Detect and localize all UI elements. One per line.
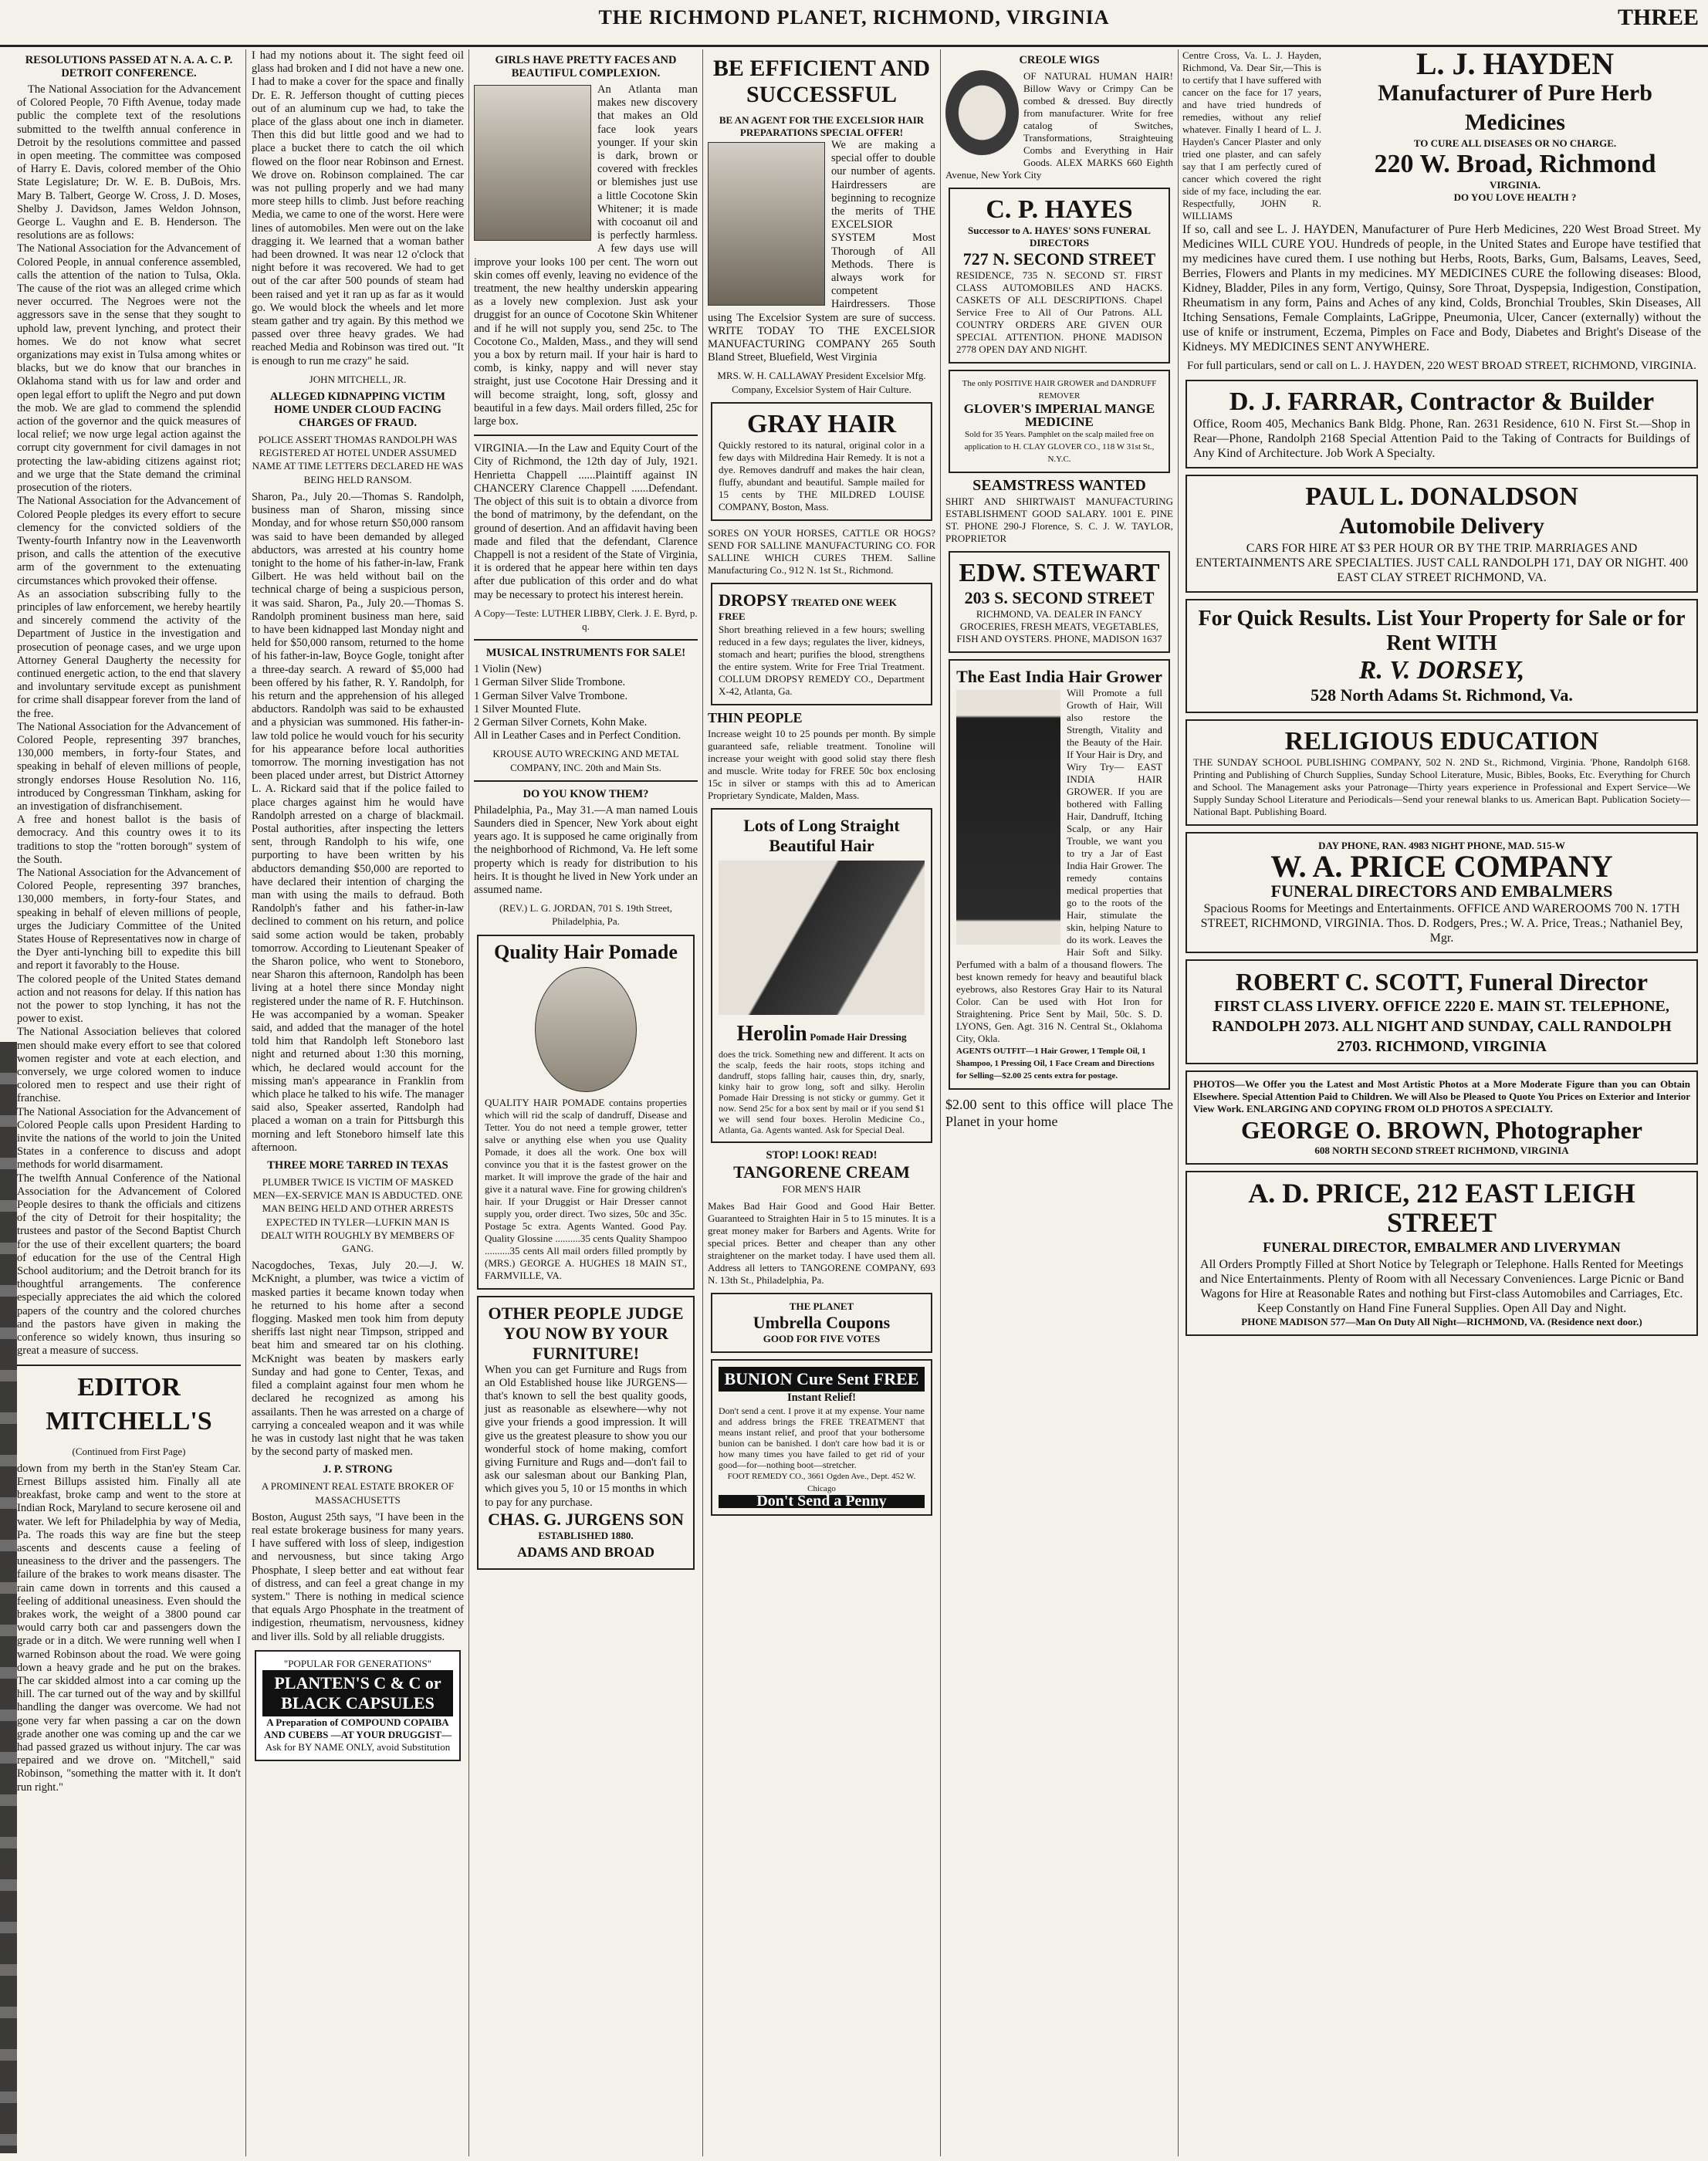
subhead-tarred: PLUMBER TWICE IS VICTIM OF MASKED MEN—EX-SERVICE MAN IS ABDUCTED. ONE MAN BEING HELD AND OTHER ARRESTS EXPECTED IN TYLER—LUFKIN MAN IS DEALT WITH ROUGHLY BY MEMBERS OF GANG. xyxy=(252,1176,463,1255)
strong-body: Boston, August 25th says, "I have been in the real estate brokerage business for many years. I have suffered with loss of sleep, indigestion and nervousness, but since taking Argo Phosphate, I sleep better and eat without fear of distress, and can feel a great change in my system." There is nothing in medical science that equals Argo Phosphate in the treatment of indigestion, rheumatism, nervousness, kidney and liver ills. Sold by all reliable druggists. xyxy=(252,1510,464,1643)
stewart-name: EDW. STEWART xyxy=(959,559,1160,588)
tangorene-body: Makes Bad Hair Good and Good Hair Better. Guaranteed to Straighten Hair in 5 to 15 minutes. It is a great money maker for Barbers and Agents. Write for special prices. Better and cheaper than any other straightener on the market today. I have used them all. Address all letters to TANGORENE COMPANY, 693 N. 13th St., Philadelphia, Pa. xyxy=(708,1200,935,1287)
farrar-body: Office, Room 405, Mechanics Bank Bldg. Phone, Ran. 2631 Residence, 610 N. First St.—Shop in Rear—Phone, Randolph 2168 Special Attention Paid to the Taking of Contracts for Buildings of Any Kind of Architecture. Job Work A Specialty. xyxy=(1193,418,1690,460)
ad-price-name: A. D. PRICE, 212 EAST LEIGH STREET xyxy=(1248,1178,1635,1238)
creole-title: CREOLE WIGS xyxy=(1019,54,1100,66)
herolin-headline: Lots of Long Straight Beautiful Hair xyxy=(743,816,900,856)
woman-long-hair-illustration xyxy=(719,861,925,1015)
chancery-notice: VIRGINIA.—In the Law and Equity Court of the City of Richmond, the 12th day of July, 1921. Henrietta Chappell ......Plaintiff against IN CHANCERY Clarence Chappell ......Defendant. The object of this suit is to obtain a divorce from the bond of matrimony, by the defendant, on the ground of desertion. And an affidavit having been made and filed that the defendant, Clarence Chappell is not a resident of the State of Virginia, it is ordered that he appear here within ten days after due publication of this order and do what may be necessary to protect his interest herein. xyxy=(474,442,698,601)
hayden-cure: TO CURE ALL DISEASES OR NO CHARGE. xyxy=(1413,137,1617,149)
stewart-ad xyxy=(949,551,1170,653)
east-india-title: The East India Hair Grower xyxy=(956,667,1162,687)
jurgens-name: CHAS. G. JURGENS SON xyxy=(488,1509,684,1529)
jurgens-ad xyxy=(477,1296,695,1570)
pomade-portrait xyxy=(535,967,637,1092)
herolin-ad xyxy=(711,808,932,1143)
creole-portrait xyxy=(945,70,1019,155)
column-rule xyxy=(245,49,246,2156)
seamstress-body: SHIRT AND SHIRTWAIST MANUFACTURING ESTABLISHMENT GOOD SALARY. 1001 E. PINE ST. PHONE 290-J Florence, S. C. J. W. TAYLOR, PROPRIETOR xyxy=(945,495,1173,545)
planten-tagline: "POPULAR FOR GENERATIONS" xyxy=(283,1657,432,1669)
ad-price-ad xyxy=(1185,1171,1698,1336)
headline-kidnapping: ALLEGED KIDNAPPING VICTIM HOME UNDER CLOUD FACING CHARGES OF FRAUD. xyxy=(270,391,445,430)
subscription-note: $2.00 sent to this office will place The Planet in your home xyxy=(945,1097,1173,1130)
hayden-row xyxy=(1182,49,1701,222)
bunion-banner: Don't Send a Penny xyxy=(719,1495,925,1508)
brown-addr: 608 NORTH SECOND STREET RICHMOND, VIRGINIA xyxy=(1314,1145,1569,1156)
planten-name: PLANTEN'S C & C or BLACK CAPSULES xyxy=(262,1670,453,1716)
scott-body: FIRST CLASS LIVERY. OFFICE 2220 E. MAIN ST. TELEPHONE, RANDOLPH 2073. ALL NIGHT AND SUNDAY, CALL RANDOLPH 2703. RICHMOND, VIRGINIA xyxy=(1212,998,1672,1055)
cocotone-body: An Atlanta man makes new discovery that makes an Old face look years younger. If your skin is dark, brown or covered with freckles or blemishes just use a little Cocotone Skin Whitener; it is made with cocoanut oil and is perfectly harmless. A few days use will improve your looks 100 per cent. The worn out skin comes off evenly, leaving no evidence of the treatment, the new healthy underskin appearing as a lovely new complexion. Just ask your druggist for an ounce of Cocotone Skin Whitener and if he will not supply you, send 25c. to The Cocotone Co., Malden, Mass., and they will send you a box by return mail. If your hair is hard to comb, is kinky, nappy and will never stay straight, just use Cocotone Hair Dressing and it will become straight, long, soft, glossy and beautiful in a few days. Mail orders filled, 25c for large box. xyxy=(474,83,698,428)
wa-price-ad xyxy=(1185,832,1698,953)
jurgens-addr: ADAMS AND BROAD xyxy=(516,1544,654,1560)
tangorene-sub: FOR MEN'S HAIR xyxy=(782,1183,861,1195)
religious-ed-body: THE SUNDAY SCHOOL PUBLISHING COMPANY, 502 N. 2ND St., Richmond, Virginia. 'Phone, Randolph 6168. Printing and Publishing of Church Supplies, Sunday School Literature, Music, Bibles, Books, Etc. Everything for Church and School. The Management asks your Patronage—Thirty years experience in Professional and Expert Service—We Supply Sunday School Literature and Periodicals—Send your renewal blanks to us. American Bapt. Publication Society—National Bapt. Publishing Board. xyxy=(1193,756,1690,817)
hayden-sub: Manufacturer of Pure Herb Medicines xyxy=(1378,80,1652,135)
tarred-body: Nacogdoches, Texas, July 20.—J. W. McKnight, a plumber, was twice a victim of masked parties it became known today when he returned to his home after a second flogging. Masked men took him from deputy sheriffs last night near Timpson, stripped and beat him and smeared tar on his clothing. McKnight was beaten by maskers early Sunday and had gone to Center, Texas, and filed a complaint against four men whom he declared he recognized as among his assailants. Then he was arrested on a charge of carrying a concealed weapon and it was while he was in custody last night that he was taken by the second party of masked men. xyxy=(252,1260,464,1459)
dropsy-ad xyxy=(711,583,932,705)
brown-ad xyxy=(1185,1070,1698,1165)
instrument-list: 1 Violin (New) 1 German Silver Slide Trombone. 1 German Silver Valve Trombone. 1 Silver Mounted Flute. 2 German Silver Cornets, Kohn Make. All in Leather Cases and in Perfect Condition. xyxy=(474,663,682,742)
callaway-caption: MRS. W. H. CALLAWAY President Excelsior Mfg. Company, Excelsior System of Hair Culture. xyxy=(717,370,926,395)
dorsey-headline: For Quick Results. List Your Property for Sale or for Rent WITH xyxy=(1198,607,1686,655)
hayes-addr: 727 N. SECOND STREET xyxy=(962,249,1156,269)
sores-ad: SORES ON YOUR HORSES, CATTLE OR HOGS? SEND FOR SALLINE MANUFACTURING CO. FOR SALLINE WHICH CURES THEM. Salline Manufacturing Co., 912 N. 1st St., Richmond. xyxy=(708,526,935,576)
wa-price-phone: DAY PHONE, RAN. 4983 NIGHT PHONE, MAD. 515-W xyxy=(1318,840,1565,851)
editor-mitchell-banner: EDITOR MITCHELL'S xyxy=(17,1365,241,1439)
excelsior-headline: BE EFFICIENT AND SUCCESSFUL xyxy=(712,56,931,107)
hayden-header xyxy=(1329,49,1701,222)
hayden-name: L. J. HAYDEN xyxy=(1415,49,1615,81)
headline-do-you-know: DO YOU KNOW THEM? xyxy=(523,787,649,800)
glover-top: The only POSITIVE HAIR GROWER and DANDRUFF REMOVER xyxy=(962,379,1157,401)
headline-instruments: MUSICAL INSTRUMENTS FOR SALE! xyxy=(485,647,686,660)
brown-name: GEORGE O. BROWN, Photographer xyxy=(1240,1116,1642,1144)
wa-price-name: W. A. PRICE COMPANY xyxy=(1270,849,1613,884)
glover-ad xyxy=(949,370,1170,473)
subhead-strong: A PROMINENT REAL ESTATE BROKER OF MASSACHUSETTS xyxy=(261,1480,455,1506)
column-rule xyxy=(940,49,941,2156)
donaldson-sub: Automobile Delivery xyxy=(1339,513,1544,539)
thin-people-body: Increase weight 10 to 25 pounds per month. By simple guaranteed safe, reliable treatment. Tonoline will increase your weight with good solid stay there flesh and muscle. Write today for FREE 50c box enclosing 15c in silver or stamps with this ad to American Proprietary Syndicate, Malden, Mass. xyxy=(708,728,935,802)
seamstress-title: SEAMSTRESS WANTED xyxy=(972,477,1146,495)
bunion-foot: FOOT REMEDY CO., 3661 Ogden Ave., Dept. 452 W. Chicago xyxy=(727,1471,916,1493)
bunion-title: BUNION Cure Sent FREE xyxy=(719,1367,925,1392)
ad-price-sub: FUNERAL DIRECTOR, EMBALMER AND LIVERYMAN xyxy=(1263,1239,1621,1255)
subhead-kidnapping: POLICE ASSERT THOMAS RANDOLPH WAS REGISTERED AT HOTEL UNDER ASSUMED NAME AT TIME LETTERS DECLARED HE WAS BEING HELD RANSOM. xyxy=(252,434,464,485)
woman-hair-portrait xyxy=(956,690,1060,945)
kidnapping-body: Sharon, Pa., July 20.—Thomas S. Randolph, business man of Sharon, missing since Monday, and for whose return $50,000 ransom was said to have been demanded by alleged abductors, was arrested at his country home tonight to the home of his father-in-law, Frank Gilbert. He was held without bail on the technical charge of being a suspicious person, it was said. Sharon, Pa., July 20.—Thomas S. Randolph prominent business man here, said to have been kidnapped last Monday night and held for $50,000 ransom, returned to the home of his father-in-law, Boyce Gogle, tonight after a three-day search. A reward of $5,000 had been offered by his father, R. Y. Randolph, for his return and the apprehension of his alleged abductors. Randolph was said to be exhausted and a physician was summoned. His father-in-law told police he would vouch for his security for his appearance before local authorities tomorrow. The morning investigation has not been placed under arrest, but District Attorney L. A. Rickard said that if the police failed to place charges against him he would have Randolph arrested on a charge of blackmail. Postal authorities, after inspecting the letters sent, through Randolph to his wife, one purporting to have been written by his abductors demanding $50,000 are reported to have declared their intention of charging the man with using the mails to defraud. Both Randolph's father and his father-in-law declined to comment on his return, and police said some action would be taken, probably tomorrow. According to Lieutenant Speaker of the Sharon police, who went to Stoneboro, near Sharon this afternoon, Randolph has been living at a hotel there since Monday night registered under the name of R. F. Hutchinson. He was accompanied by a woman. Speaker said, and added that the manager of the hotel told him that Randolph left Stoneboro last night and returned about 1:30 this morning, which, he declared would account for the missing man's appearance in Franklin from which place he talked to his wife. The manager said also, Speaker asserted, Randolph had placed a woman on a train for Pittsburgh this morning and left Stoneboro himself late this afternoon. xyxy=(252,490,464,1154)
religious-ed-ad xyxy=(1185,719,1698,826)
woman-portrait xyxy=(474,85,591,241)
donaldson-body: CARS FOR HIRE AT $3 PER HOUR OR BY THE TRIP. MARRIAGES AND ENTERTAINMENTS ARE SPECIALTIES. JUST CALL RANDOLPH 171, DAY OR NIGHT. 400 EAST CLAY STREET RICHMOND, VA. xyxy=(1196,542,1688,584)
torn-edge xyxy=(0,1042,17,2153)
east-india-ad xyxy=(949,659,1170,1090)
jurgens-body: When you can get Furniture and Rugs from an Old Established house like JURGENS—that's known to sell the best quality goods, just as reasonable as elsewhere—why not give your friends a good impression. It will give us the greatest pleasure to show you our wonderful stock of home making, comfort giving Furniture and Rugs and—don't fail to ask our salesman about our Banking Plan, which gives you 5, 10 or 15 months in which to pay for any purchase. xyxy=(485,1363,687,1509)
coupon-planet: THE PLANET xyxy=(789,1300,854,1313)
farrar-ad xyxy=(1185,380,1698,468)
hayes-sub: Successor to A. HAYES' SONS FUNERAL DIRECTORS xyxy=(968,225,1151,249)
herolin-name: Herolin xyxy=(736,1022,807,1047)
column-1 xyxy=(17,49,241,2156)
column-rule xyxy=(1178,49,1179,2156)
hayes-name: C. P. HAYES xyxy=(986,195,1133,224)
scott-ad xyxy=(1185,959,1698,1064)
pomade-body: QUALITY HAIR POMADE contains properties which will rid the scalp of dandruff, Disease and Tetter. You do not need a temple grower, tetter salve or anything else when you use Quality Pomade, it does all the work. One box will convince you that it is the fastest grower on the market. It will improve the grade of the hair and give it a natural wave. Fine for growing children's hair. If your Druggist or Hair Dresser cannot supply you, order direct. Two sizes, 50c and 35c. Postage 5c extra. Agents Wanted. Good Pay. Quality Glossine ..........35 cents Quality Shampoo ..........35 cents All mail orders filled promptly by (MRS.) GEORGE A. HUGHES 18 MAIN ST., FARMVILLE, VA. xyxy=(485,1096,687,1281)
planten-ad xyxy=(255,1650,461,1761)
divider xyxy=(474,435,698,436)
column-rule xyxy=(468,49,469,2156)
page-number: THREE xyxy=(1617,5,1699,30)
tangorene-title: TANGORENE CREAM xyxy=(733,1162,910,1182)
ad-price-body: All Orders Promptly Filled at Short Notice by Telegraph or Telephone. Halls Rented for Meetings and Nice Entertainments. Plenty of Room with all Necessary Conveniences. Large Picnic or Band Wagons for Hire at Reasonable Rates and nothing but First-class Automobiles and Carriages, Etc. Keep Constantly on Hand Fine Funeral Supplies. Open All Day and Night. xyxy=(1199,1258,1684,1315)
donaldson-ad xyxy=(1185,475,1698,593)
jordan-sig: (REV.) L. G. JORDAN, 701 S. 19th Street, Philadelphia, Pa. xyxy=(499,902,672,928)
dorsey-name: R. V. DORSEY, xyxy=(1358,656,1525,685)
hayden-addr: 220 W. Broad, Richmond xyxy=(1374,150,1656,178)
column-5 xyxy=(945,49,1173,2156)
thin-people-title: THIN PEOPLE xyxy=(708,710,803,726)
planten-foot: Ask for BY NAME ONLY, avoid Substitution xyxy=(265,1740,451,1753)
herolin-body: does the trick. Something new and different. It acts on the scalp, feeds the hair roots, stops itching and dandruff, stops falling hair, causes thin, dry, snarly, kinky hair to grow long, soft and silky. Herolin Pomade Hair Dressing is not sticky or gummy. Get it now. Send 25c for a box sent by mail or if you send $1 we will send four boxes. Herolin Medicine Co., Atlanta, Ga. Agents wanted. Ask for Special Deal. xyxy=(719,1049,925,1136)
column-3 xyxy=(474,49,698,2156)
east-india-foot: AGENTS OUTFIT—1 Hair Grower, 1 Temple Oil, 1 Shampoo, 1 Pressing Oil, 1 Face Cream and Directions for Selling—$2.00 25 cents extra for postage. xyxy=(956,1047,1155,1081)
continued-note: (Continued from First Page) xyxy=(72,1445,186,1457)
mitchell-continued-body: down from my berth in the Stan'ey Steam Car. Ernest Billups assisted him. Finally all ate breakfast, broke camp and went to the store at Indian Rock, Maryland to secure kerosene oil and water. We left for Philadelphia by way of Media, Pa. The roads this way are fine but the steep ascents and descents cause a feeling of uneasiness to the driver and the passengers. The failure of the brakes to work means disaster. The rain came down in torrents and this caused a feeling of additional uneasiness. Even should the brakes work, the weight of a 3800 pound car would carry both car and passengers down the grade or in a ditch. We were running well when I warned Robinson about the road. We were going down a heavy grade and he put on the brakes. The car skidded almost into a car coming up the hill. The car turned out of the way and by skillful handling the danger was overcome. We had not gone very far when passing a car on the down grade another one was coming up and the car we had passed grazed us without injury. The car was repaired and we drove on. "Mitchell," said Robinson, "something the matter with it. It don't run right." xyxy=(17,1462,241,1794)
gray-hair-title: GRAY HAIR xyxy=(746,409,896,438)
dorsey-addr: 528 North Adams St. Richmond, Va. xyxy=(1311,685,1573,705)
hayden-va: VIRGINIA. xyxy=(1489,179,1541,191)
gray-hair-body: Quickly restored to its natural, original color in a few days with Mildredina Hair Remedy. It is not a dye. Removes dandruff and makes the hair clean, fluffy, abundant and beautiful. Sample mailed for 15 cents by THE MILDRED LOUISE COMPANY, Boston, Mass. xyxy=(719,438,925,512)
ad-price-foot: PHONE MADISON 577—Man On Duty All Night—RICHMOND, VA. (Residence next door.) xyxy=(1241,1316,1642,1327)
headline-strong: J. P. STRONG xyxy=(323,1463,393,1476)
coupon-votes: GOOD FOR FIVE VOTES xyxy=(763,1333,881,1345)
hayden-question: DO YOU LOVE HEALTH ? xyxy=(1453,191,1577,203)
dropsy-sub: TREATED ONE WEEK FREE xyxy=(719,596,897,622)
dropsy-body: Short breathing relieved in a few hours; swelling reduced in a few days; regulates the liver, kidneys, stomach and heart; purifies the blood, strengthens the entire system. Write for Free Trial Treatment. COLLUM DROPSY REMEDY CO., Department X-42, Atlanta, Ga. xyxy=(719,624,925,698)
brown-top: PHOTOS—We Offer you the Latest and Most Artistic Photos at a More Moderate Figure than you can Obtain Elsewhere. Special Attention Paid to Children. We will Also be Pleased to Quote You Prices on Exterior and Interior View Work. ENLARGING AND COPYING FROM OLD PHOTOS A SPECIALTY. xyxy=(1193,1078,1690,1114)
column-2 xyxy=(252,49,464,2156)
pomade-ad xyxy=(477,935,695,1290)
headline-tarred: THREE MORE TARRED IN TEXAS xyxy=(267,1159,448,1172)
glover-foot: Sold for 35 Years. Pamphlet on the scalp mailed free on application to H. CLAY GLOVER CO., 118 W 31st St., N.Y.C. xyxy=(964,430,1155,465)
stop-look-read: STOP! LOOK! READ! xyxy=(766,1149,878,1162)
signature-mitchell: JOHN MITCHELL, JR. xyxy=(309,373,407,385)
masthead xyxy=(0,0,1708,47)
wa-price-sub: FUNERAL DIRECTORS AND EMBALMERS xyxy=(1270,881,1613,901)
gray-hair-ad xyxy=(711,402,932,521)
dropsy-title: DROPSY xyxy=(719,590,789,610)
bunion-ad xyxy=(711,1359,932,1515)
callaway-portrait xyxy=(708,142,825,306)
jurgens-est: ESTABLISHED 1880. xyxy=(538,1529,634,1541)
column-6 xyxy=(1182,49,1701,2156)
krouse-sig: KROUSE AUTO WRECKING AND METAL COMPANY, INC. 20th and Main Sts. xyxy=(492,748,679,773)
bunion-sub: Instant Relief! xyxy=(786,1392,856,1405)
coupon-title: Umbrella Coupons xyxy=(753,1313,891,1333)
hayes-ad xyxy=(949,188,1170,364)
donaldson-name: PAUL L. DONALDSON xyxy=(1305,482,1578,511)
excelsior-offer: BE AN AGENT FOR THE EXCELSIOR HAIR PREPARATIONS SPECIAL OFFER! xyxy=(719,114,925,138)
herolin-sub: Pomade Hair Dressing xyxy=(810,1031,907,1043)
east-india-body: Will Promote a full Growth of Hair, Will also restore the Strength, Vitality and the Beauty of the Hair. If Your Hair is Dry, and Wiry Try— EAST INDIA HAIR GROWER. If you are bothered with Falling Hair, Dandruff, Itching Scalp, or any Hair Trouble, we want you to try a Jar of East India Hair Grower. The remedy contains medical properties that go to the roots of the Hair, stimulate the skin, helping Nature to do its work. Leaves the Hair Soft and Silky. Perfumed with a balm of a thousand flowers. The best known remedy for heavy and beautiful black eyebrows, also Restores Gray Hair to its Natural Color. Can be used with Hot Iron for Straightening. Price Sent by Mail, 50c. S. D. LYONS, Gen. Agt. 316 N. Central St., Oklahoma City, Okla. xyxy=(956,687,1162,1045)
divider xyxy=(474,639,698,641)
resolutions-body: The National Association for the Advancement of Colored People, 70 Fifth Avenue, today made public the complete text of the resolutions submitted to the twelfth annual conference in Detroit by the resolutions committee and passed in open meeting. The committee was composed of Harry E. Davis, colored member of the Ohio State Legislature; Dr. W. E. B. DuBois, Mrs. Mary B. Talbert, George W. Cross, J. D. Moses, Shelby J. Davidson, James Weldon Johnson, George L. Vaughn and E. B. Henderson. The resolutions are as follows: The National Association for the Advancement of Colored People, in annual conference assembled, calls the attention of the nation to Tulsa, Okla. The cause of the riot was an alleged crime which never occurred. The Negroes were not the aggressors save in the sense that they sought to uphold law, prevent lynching, and protect their homes. We do not know what secret organizations may exist in Tulsa among whites or blacks, but we do know that our branches in Oklahoma stand with us for law and order and open legal effort to uplift the Negro and put down the mob. We are glad to commend the splendid action of the governor and the quick measures of local relief; we now urge legal action against the corrupt city government for civil damages in not protecting the law-abiding citizens against riot; and we urge that the State demand the criminal prosecution of the rioters. The National Association for the Advancement of Colored People pledges its every effort to secure clemency for the convicted soldiers of the Twenty-fourth Infantry now in the Leavenworth prison, and calls the attention of the executive arm of the government to the extenuating circumstances which provoked their offense. As an association subscribing fully to the principles of law enforcement, we hereby heartily and sincerely commend the activity of the Department of Justice in the investigation and prosecution of peonage cases, and we urge upon Attorney General Daugherty the necessity for continued energetic action, to the end that slavery and involuntary servitude except as punishment for crime shall disappear forever from the land of the free. The National Association for the Advancement of Colored People, representing 397 branches, 130,000 members, in forty-four States, and speaking in behalf of eleven millions of people, strongly endorses House Resolution No. 116, introduced by Congressman Tinkham, asking for an investigation of disfranchisement. A free and honest ballot is the basis of democracy. And this country owes it to its traditions to stop the "rotten borough" system of the South. The National Association for the Advancement of Colored People, representing 397 branches, 130,000 members, in forty-four States, and speaking in behalf of eleven millions of people, urges the Judiciary Committee of the United States House of Representatives now in charge of the Dyer anti-lynching bill to expedite this bill and report it favorably to the House. The colored people of the United States demand action and not reasons for delay. If this nation has not the power to stop lynching, it has not the power to exist. The National Association believes that colored men should make every effort to see that colored women register and vote at each election, and conversely, we urge colored women to induce colored men to respect and use their right of franchise. The National Association for the Advancement of Colored People calls upon President Harding to invite the nations of the world to join the United States in a conference to discuss and adopt methods for world disarmament. The twelfth Annual Conference of the National Association for the Advancement of Colored People desires to thank the officials and citizens of the city of Detroit for their hospitality; the trustees and pastor of the Second Baptist Church for the use of their excellent quarters; the board of education for the use of the Central High School auditorium; and the Detroit branch for its thoughtful arrangements. The conference especially appreciates the aid which the colored papers of the country and the colored churches and the pastors have given in making the conference so widely known, thus insuring so great a measure of success. xyxy=(17,83,241,1358)
newspaper-title: THE RICHMOND PLANET, RICHMOND, VIRGINIA xyxy=(598,6,1110,29)
saunders-body: Philadelphia, Pa., May 31.—A man named Louis Saunders died in Spencer, New York about eight years ago. It is supposed he came originally from the neighborhood of Richmond, Va. He left some property which is ready for distribution to his heirs. It is thought he lived in New York under an assumed name. xyxy=(474,803,698,896)
headline-resolutions: RESOLUTIONS PASSED AT N. A. A. C. P. DETROIT CONFERENCE. xyxy=(25,54,233,79)
planten-line: A Preparation of COMPOUND COPAIBA AND CUBEBS —AT YOUR DRUGGIST— xyxy=(263,1716,452,1740)
religious-ed-title: RELIGIOUS EDUCATION xyxy=(1284,727,1599,756)
column-rule xyxy=(702,49,703,2156)
hayden-letter: Centre Cross, Va. L. J. Hayden, Richmond, Va. Dear Sir,—This is to certify that I have suffered with cancer on the face for 17 years, and have tried hundreds of remedies, without any relief whatever. Finally I heard of L. J. Hayden's Cancer Plaster and only tried one plaster, and can safely say that I am perfectly cured of cancer which covered the right side of my face, including the ear. Respectfully, JOHN R. WILLIAMS xyxy=(1182,49,1321,222)
bunion-body: Don't send a cent. I prove it at my expense. Your name and address brings the FREE TREATMENT that means instant relief, and proof that your bothersome bunion can be banished. I don't care how bad it is or how many times you have failed to get rid of your good—for—nothing boot—stretcher. xyxy=(719,1405,925,1470)
glover-name: GLOVER'S IMPERIAL MANGE MEDICINE xyxy=(963,401,1155,430)
hayes-body: RESIDENCE, 735 N. SECOND ST. FIRST CLASS AUTOMOBILES AND HACKS. CASKETS OF ALL DESCRIPTIONS. Chapel Service Free to All of Our Patrons. ALL COUNTRY ORDERS ARE GIVEN OUR SPECIAL ATTENTION. PHONE MADISON 2778 OPEN DAY AND NIGHT. xyxy=(956,269,1162,355)
farrar-name: D. J. FARRAR, Contractor & Builder xyxy=(1229,387,1655,416)
hayden-foot: For full particulars, send or call on L. J. HAYDEN, 220 WEST BROAD STREET, RICHMOND, VIRGINIA. xyxy=(1187,360,1696,372)
dorsey-ad xyxy=(1185,599,1698,713)
stewart-addr: 203 S. SECOND STREET xyxy=(964,588,1155,608)
jurgens-title: OTHER PEOPLE JUDGE YOU NOW BY YOUR FURNITURE! xyxy=(488,1303,684,1363)
chancery-sig: A Copy—Teste: LUTHER LIBBY, Clerk. J. E. Byrd, p. q. xyxy=(474,607,698,632)
mitchell-body-2: I had my notions about it. The sight feed oil glass had broken and I did not have a new one. I had to make a cover for the space and finally Dr. E. R. Jefferson thought of cutting pieces out of an aluminum cup we had, to take the place of the glass about one inch in diameter. Then this did but little good and we had to place a bucket there to catch the oil which flowed on the floor near Robinson and Ernest. We drove on. Robinson complained. The car was not pulling properly and we had many more steep hills to climb. Just before reaching Media, we came to one of the worst. Here were lines of automobiles. Men were out on the lake dragging it. We learned that a woman bather had been drowned. It was near 12 o'clock that night before it was recovered. We had to get out of the car after 500 pounds of steam had been raised and yet it ran up as far as it would go. We would block the wheels and let more steam gather and try again. By this method we passed over three heavy grades. We had reached Media and Robinson was tired out. "It is enough to run me crazy" he said. xyxy=(252,49,464,367)
excelsior-body: We are making a special offer to double our number of agents. Hairdressers are beginning to recognize the merits of THE EXCELSIOR SYSTEM Most Thorough of All Methods. There is always work for competent Hairdressers. Those using The Excelsior System are sure of success. WRITE TODAY TO THE EXCELSIOR MANUFACTURING COMPANY 265 South Bland Street, Bluefield, West Virginia xyxy=(708,139,935,364)
divider xyxy=(474,780,698,782)
scott-name: ROBERT C. SCOTT, Funeral Director xyxy=(1236,968,1648,996)
pomade-title: Quality Hair Pomade xyxy=(494,940,678,963)
stewart-body: RICHMOND, VA. DEALER IN FANCY GROCERIES, FRESH MEATS, VEGETABLES, FISH AND OYSTERS. PHONE, MADISON 1637 xyxy=(956,608,1162,645)
hayden-body: If so, call and see L. J. HAYDEN, Manufacturer of Pure Herb Medicines, 220 West Broad Street. My Medicines WILL CURE YOU. Hundreds of people, in the United States and Europe have testified that my medicines have cured them. I use nothing but Herbs, Roots, Barks, Gum, Balsams, Leaves, Seed, Berries, Flowers and Plants in my medicines. MY MEDICINES CURE the following diseases: Blood, Kidney, Bladder, Piles in any form, Vertigo, Quinsy, Sore Throat, Dyspepsia, Indigestion, Constipation, Rheumatism in any form, Pains and Aches of any kind, Colds, Bronchial Troubles, Skin Diseases, All Itching Sensations, Female Complaints, LaGrippe, Pneumonia, Ulcer, Cancer (externally) without the use of knife or instrument, Eczema, Pimples on Face and Body, Diabetes and Bright's Disease of the Kidneys. MY MEDICINES SENT ANYWHERE. xyxy=(1182,223,1701,353)
creole-body: OF NATURAL HUMAN HAIR! Billow Wavy or Crimpy Can be combed & dressed. Buy directly from manufacturer. Write for free catalog of Switches, Transformations, Straighteuing Combs and Everything in Hair Goods. ALEX MARKS 660 Eighth Avenue, New York City xyxy=(945,70,1173,181)
wa-price-body: Spacious Rooms for Meetings and Entertainments. OFFICE AND WAREROOMS 700 N. 17TH STREET, RICHMOND, VIRGINIA. Thos. D. Rodgers, Pres.; W. A. Price, Treas.; Nathaniel Bey, Mgr. xyxy=(1200,902,1683,945)
umbrella-coupon[interactable] xyxy=(711,1293,932,1353)
headline-girls: GIRLS HAVE PRETTY FACES AND BEAUTIFUL COMPLEXION. xyxy=(495,54,677,79)
column-4 xyxy=(708,49,935,2156)
